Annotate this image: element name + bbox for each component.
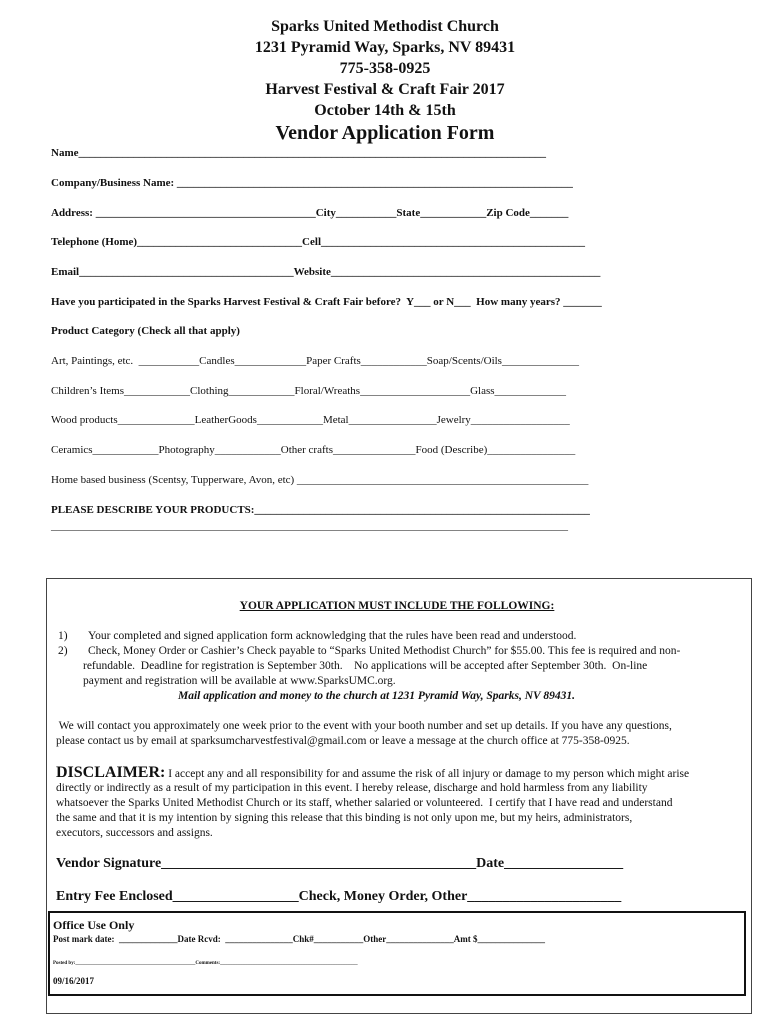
requirement-2-line-3: payment and registration will be available at www.SparksUMC.org. — [83, 675, 396, 687]
office-date: 09/16/2017 — [53, 976, 95, 986]
church-address: 1231 Pyramid Way, Sparks, NV 89431 — [254, 39, 516, 56]
disclaimer-label: DISCLAIMER: — [56, 764, 166, 781]
requirement-1-number: 1) — [58, 630, 68, 642]
email-field[interactable]: Email_______________________________________Website_________________________________________________ — [51, 266, 601, 278]
product-category-label: Product Category (Check all that apply) — [51, 325, 240, 337]
name-field[interactable]: Name_____________________________________________________________________________________ — [51, 147, 546, 159]
category-row-5[interactable]: Home based business (Scentsy, Tupperware, Avon, etc) _____________________________________________________ — [51, 474, 589, 486]
describe-products-line-2[interactable]: ______________________________________________________________________________________________ — [51, 520, 568, 532]
entry-fee-field[interactable]: Entry Fee Enclosed__________________Check, Money Order, Other______________________ — [56, 889, 622, 904]
disclaimer-line-5: executors, successors and assigns. — [56, 827, 213, 839]
requirement-2-line-2: refundable. Deadline for registration is September 30th. No applications will be accepted after September 30th. On-line — [83, 660, 648, 672]
requirement-2-line-1: Check, Money Order or Cashier’s Check payable to “Sparks United Methodist Church” for $55.00. This fee is required and non- — [88, 645, 681, 657]
category-row-1[interactable]: Art, Paintings, etc. ___________Candles_____________Paper Crafts____________Soap/Scents/Oils______________ — [51, 355, 579, 367]
contact-line-1: We will contact you approximately one week prior to the event with your booth number and set up details. If you have any questions, — [56, 720, 672, 732]
disclaimer-line-3: whatsoever the Sparks United Methodist Church or its staff, whether salaried or volunteered. I certify that I have read and understand — [56, 797, 673, 809]
vendor-signature-field[interactable]: Vendor Signature_____________________________________________Date_________________ — [56, 856, 624, 871]
disclaimer-line-1-wrapper — [56, 764, 689, 782]
company-field[interactable]: Company/Business Name: ________________________________________________________________________ — [51, 177, 573, 189]
disclaimer-line-4: the same and that it is my intention by signing this release that this binding is not only upon me, but my heirs, administrators, — [56, 812, 633, 824]
disclaimer-line-1: I accept any and all responsibility for and assume the risk of all injury or damage to my person which might arise — [165, 768, 690, 780]
category-row-2[interactable]: Children’s Items____________Clothing____________Floral/Wreaths____________________Glass_____________ — [51, 385, 567, 397]
category-row-4[interactable]: Ceramics____________Photography____________Other crafts_______________Food (Describe)________________ — [51, 444, 576, 456]
requirement-1-text: Your completed and signed application form acknowledging that the rules have been read and understood. — [88, 630, 577, 642]
address-field[interactable]: Address: ________________________________________City___________State____________Zip Code_______ — [51, 207, 569, 219]
office-use-title: Office Use Only — [53, 918, 135, 932]
event-name: Harvest Festival & Craft Fair 2017 — [265, 81, 505, 98]
posted-by-line[interactable]: Posted by:________________________________________________Comments:_______________________________________________________ — [53, 961, 358, 966]
office-use-line-1[interactable]: Post mark date: _____________Date Rcvd: _______________Chk#___________Other_______________Amt $_______________ — [53, 934, 545, 944]
describe-products-field[interactable]: PLEASE DESCRIBE YOUR PRODUCTS:_____________________________________________________________ — [51, 504, 590, 516]
contact-line-2: please contact us by email at sparksumcharvestfestival@gmail.com or leave a message at the church office at 775-358-0925. — [56, 735, 630, 747]
telephone-field[interactable]: Telephone (Home)______________________________Cell________________________________________________ — [51, 236, 585, 248]
church-phone: 775-358-0925 — [339, 60, 431, 77]
office-use-box — [48, 911, 746, 996]
requirements-heading: YOUR APPLICATION MUST INCLUDE THE FOLLOWING: — [239, 600, 555, 612]
church-name: Sparks United Methodist Church — [271, 18, 499, 35]
category-row-3[interactable]: Wood products______________LeatherGoods____________Metal________________Jewelry__________________ — [51, 414, 570, 426]
requirement-2-number: 2) — [58, 645, 68, 657]
mail-instructions: Mail application and money to the church at 1231 Pyramid Way, Sparks, NV 89431. — [178, 690, 575, 702]
event-dates: October 14th & 15th — [314, 102, 456, 119]
disclaimer-line-2: directly or indirectly as a result of my participation in this event. I hereby release, discharge and hold harmless from any liability — [56, 782, 648, 794]
form-title: Vendor Application Form — [275, 122, 495, 144]
participated-field[interactable]: Have you participated in the Sparks Harvest Festival & Craft Fair before? Y___ or N___ How many years? _______ — [51, 296, 602, 308]
